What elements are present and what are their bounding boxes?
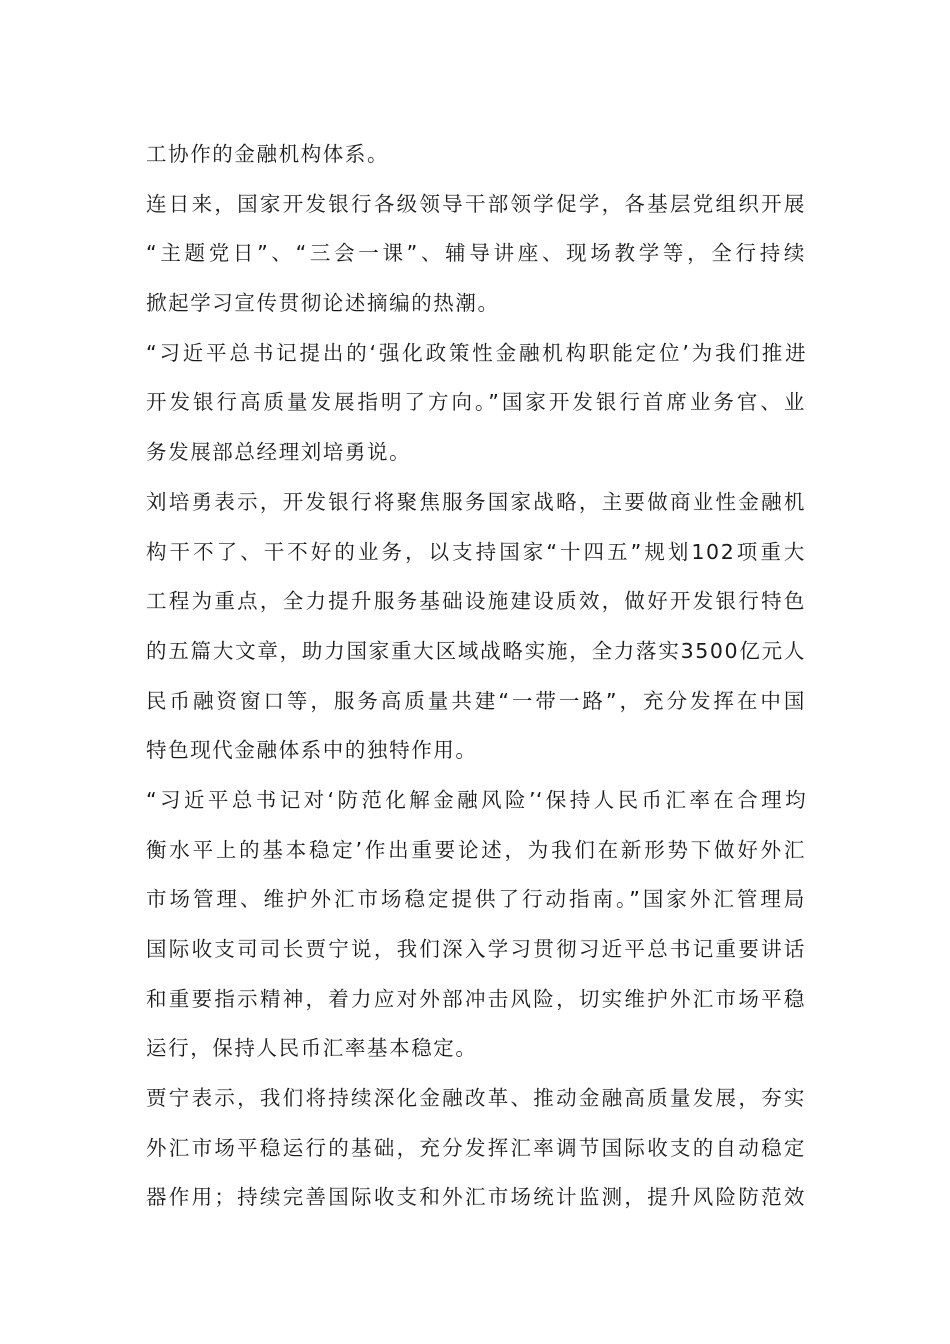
text-line: 工协作的金融机构体系。 [146,142,390,166]
text-line: 民币融资窗口等，服务高质量共建“一带一路”，充分发挥在中国 [146,688,806,713]
text-line: 衡水平上的基本稳定’作出重要论述，为我们在新形势下做好外汇 [146,837,806,862]
text-line: 市场管理、维护外汇市场稳定提供了行动指南。”国家外汇管理局 [146,887,806,912]
text-line: 构干不了、干不好的业务，以支持国家“十四五”规划102项重大 [146,539,806,564]
text-line: 器作用；持续完善国际收支和外汇市场统计监测，提升风险防范效 [146,1185,806,1210]
text-line: 外汇市场平稳运行的基础，充分发挥汇率调节国际收支的自动稳定 [146,1135,806,1160]
text-line: 的五篇大文章，助力国家重大区域战略实施，全力落实3500亿元人 [146,638,806,663]
text-line: 贾宁表示，我们将持续深化金融改革、推动金融高质量发展，夯实 [146,1086,806,1111]
text-line: 务发展部总经理刘培勇说。 [146,440,412,465]
text-line: “主题党日”、“三会一课”、辅导讲座、现场教学等，全行持续 [146,241,806,266]
text-line: 掀起学习宣传贯彻论述摘编的热潮。 [146,291,500,316]
text-line: 开发银行高质量发展指明了方向。”国家开发银行首席业务官、业 [146,390,806,415]
text-line: 国际收支司司长贾宁说，我们深入学习贯彻习近平总书记重要讲话 [146,937,806,961]
text-line: 工程为重点，全力提升服务基础设施建设质效，做好开发银行特色 [146,589,806,614]
text-line: 刘培勇表示，开发银行将聚焦服务国家战略，主要做商业性金融机 [146,489,806,514]
text-line: 连日来，国家开发银行各级领导干部领学促学，各基层党组织开展 [146,191,806,216]
text-line: 特色现代金融体系中的独特作用。 [146,738,478,763]
text-line: “习近平总书记对‘防范化解金融风险’‘保持人民币汇率在合理均 [146,787,806,812]
body-text [146,130,806,1223]
text-line: 运行，保持人民币汇率基本稳定。 [146,1036,478,1061]
text-line: 和重要指示精神，着力应对外部冲击风险，切实维护外汇市场平稳 [146,986,806,1011]
text-line: “习近平总书记提出的‘强化政策性金融机构职能定位’为我们推进 [146,340,806,365]
